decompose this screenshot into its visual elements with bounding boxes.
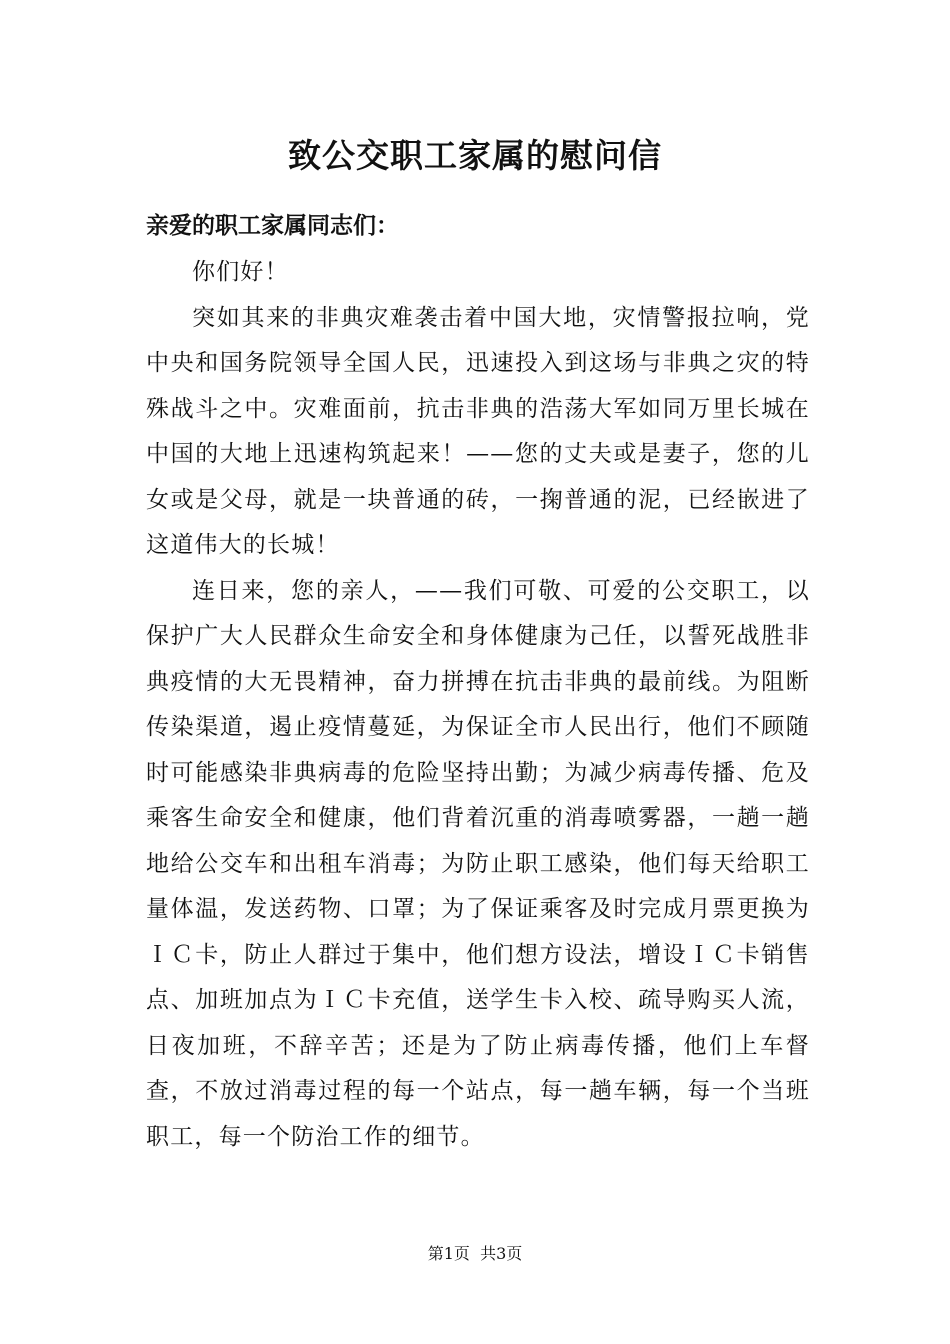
body-paragraph-1: 突如其来的非典灾难袭击着中国大地，灾情警报拉响，党中央和国务院领导全国人民，迅速投入到这场与非典之灾的特殊战斗之中。灾难面前，抗击非典的浩荡大军如同万里长城在中国的大地上迅速构筑起来！——您的丈夫或是妻子，您的儿女或是父母，就是一块普通的砖，一掬普通的泥，已经嵌进了这道伟大的长城！ — [146, 304, 810, 558]
letter-title: 致公交职工家属的慰问信 — [288, 136, 662, 175]
page-total: 共3页 — [480, 1244, 523, 1263]
greeting-paragraph: 你们好！ — [192, 259, 289, 285]
footer-separator — [470, 1244, 480, 1263]
body-paragraph-2: 连日来，您的亲人，——我们可敬、可爱的公交职工，以保护广大人民群众生命安全和身体健康为己任，以誓死战胜非典疫情的大无畏精神，奋力拼搏在抗击非典的最前线。为阻断传染渠道，遏止疫情蔓延，为保证全市人民出行，他们不顾随时可能感染非典病毒的危险坚持出勤；为减少病毒传播、危及乘客生命安全和健康，他们背着沉重的消毒喷雾器，一趟一趟地给公交车和出租车消毒；为防止职工感染，他们每天给职工量体温，发送药物、口罩；为了保证乘客及时完成月票更换为ＩＣ卡，防止人群过于集中，他们想方设法，增设ＩＣ卡销售点、加班加点为ＩＣ卡充值，送学生卡入校、疏导购买人流，日夜加班，不辞辛苦；还是为了防止病毒传播，他们上车督查，不放过消毒过程的每一个站点，每一趟车辆，每一个当班职工，每一个防治工作的细节。 — [146, 577, 810, 1150]
page-footer — [0, 1242, 950, 1266]
page-number: 第1页 — [427, 1244, 470, 1263]
salutation: 亲爱的职工家属同志们： — [146, 212, 399, 239]
letter-body — [146, 250, 810, 1160]
